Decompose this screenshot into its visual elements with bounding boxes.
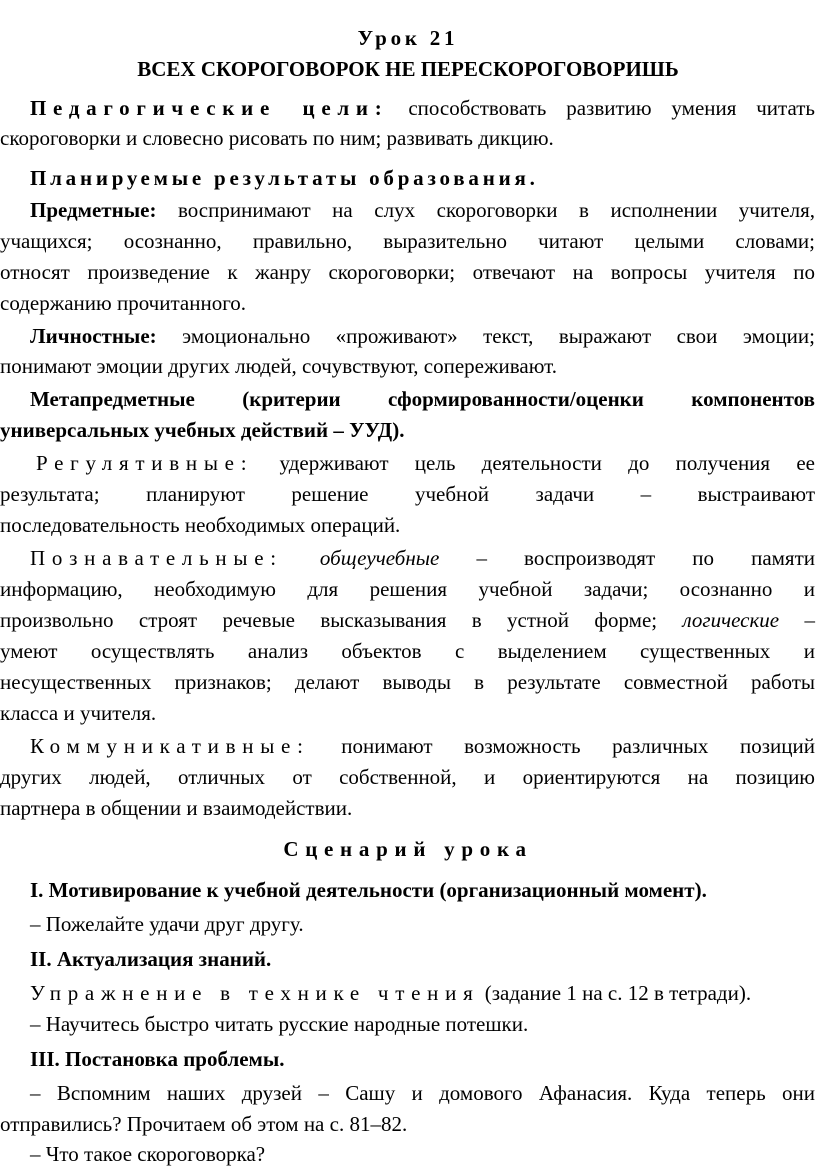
- stage3-line-2: отправились? Прочитаем об этом на с. 81–82.: [0, 1112, 408, 1136]
- subject-label: Предметные:: [30, 198, 157, 222]
- stage3-line-3: – Что такое скороговорка?: [30, 1142, 266, 1166]
- meta-line-2: универсальных учебных действий – УУД).: [0, 418, 405, 442]
- cognitive-line-5: несущественных признаков; делают выводы в результате совместной работы: [0, 670, 815, 694]
- goals-label: Педагогические цели:: [30, 96, 389, 120]
- results-heading: Планируемые результаты образования.: [30, 166, 539, 190]
- stage3-line-1: – Вспомним наших друзей – Сашу и домового Афанасия. Куда теперь они: [30, 1081, 815, 1105]
- lesson-number: Урок 21: [357, 26, 459, 50]
- communicative-label: Коммуникативные:: [30, 734, 310, 758]
- goals-line-1: Педагогические цели: способствовать развитию умения читать: [30, 96, 816, 120]
- cognitive-line-3: произвольно строят речевые высказывания в устной форме; логические –: [0, 608, 816, 632]
- communicative-line-2: других людей, отличных от собственной, и ориентируются на позицию: [0, 765, 815, 789]
- regulative-line-1: Регулятивные: удерживают цель деятельности до получения ее: [36, 451, 815, 475]
- cognitive-line-4: умеют осуществлять анализ объектов с выделением существенных и: [0, 639, 815, 663]
- personal-label: Личностные:: [30, 324, 157, 348]
- stage1-title: I. Мотивирование к учебной деятельности (организационный момент).: [30, 878, 707, 902]
- goals-line-2: скороговорки и словесно рисовать по ним; развивать дикцию.: [0, 126, 554, 150]
- stage3-title: III. Постановка проблемы.: [30, 1047, 285, 1071]
- regulative-line-2: результата; планируют решение учебной задачи – выстраивают: [0, 482, 815, 506]
- stage1-text: – Пожелайте удачи друг другу.: [30, 912, 304, 936]
- meta-line-1: Метапредметные (критерии сформированности/оценки компонентов: [30, 387, 815, 411]
- stage2-text: – Научитесь быстро читать русские народные потешки.: [30, 1012, 529, 1036]
- exercise-label: Упражнение в технике чтения: [30, 981, 480, 1005]
- personal-line-1: Личностные: эмоционально «проживают» текст, выражают свои эмоции;: [30, 324, 815, 348]
- cognitive-line-2: информацию, необходимую для решения учебной задачи; осознанно и: [0, 577, 815, 601]
- cognitive-line-1: Познавательные: общеучебные – воспроизводят по памяти: [30, 546, 816, 570]
- communicative-line-1: Коммуникативные: понимают возможность различных позиций: [30, 734, 815, 758]
- personal-line-2: понимают эмоции других людей, сочувствуют, сопереживают.: [0, 354, 557, 378]
- regulative-line-3: последовательность необходимых операций.: [0, 513, 401, 537]
- cognitive-label: Познавательные:: [30, 546, 283, 570]
- lesson-title: ВСЕХ СКОРОГОВОРОК НЕ ПЕРЕСКОРОГОВОРИШЬ: [137, 57, 679, 81]
- subject-line-4: содержанию прочитанного.: [0, 291, 247, 315]
- cognitive-logical-label: логические: [682, 608, 780, 632]
- cognitive-general-label: общеучебные: [319, 546, 440, 570]
- communicative-line-3: партнера в общении и взаимодействии.: [0, 796, 353, 820]
- scenario-heading: Сценарий урока: [283, 837, 533, 861]
- subject-line-3: относят произведение к жанру скороговорки; отвечают на вопросы учителя по: [0, 260, 815, 284]
- regulative-label: Регулятивные:: [36, 451, 254, 475]
- cognitive-line-6: класса и учителя.: [0, 701, 157, 725]
- stage2-title: II. Актуализация знаний.: [30, 947, 272, 971]
- stage2-exercise: Упражнение в технике чтения (задание 1 на с. 12 в тетради).: [30, 981, 752, 1005]
- subject-line-1: Предметные: воспринимают на слух скороговорки в исполнении учителя,: [30, 198, 815, 222]
- subject-line-2: учащихся; осознанно, правильно, выразительно читают целыми словами;: [0, 229, 815, 253]
